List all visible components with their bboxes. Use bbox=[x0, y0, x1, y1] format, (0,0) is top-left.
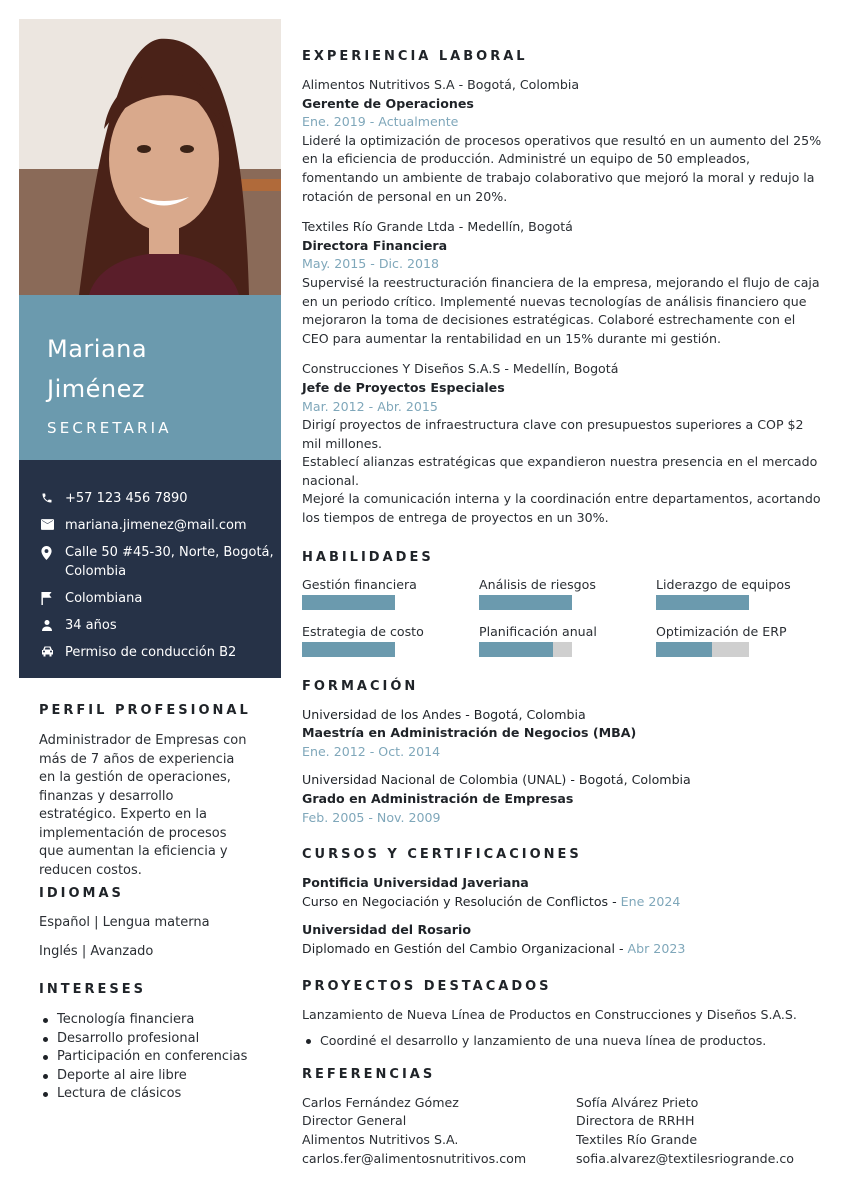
contact-text: mariana.jimenez@mail.com bbox=[65, 518, 247, 533]
job-company: Alimentos Nutritivos S.A - Bogotá, Colombia bbox=[302, 77, 580, 92]
ref-role: Directora de RRHH bbox=[576, 1113, 695, 1129]
skill-bar-fill bbox=[302, 595, 395, 610]
skills-grid bbox=[302, 577, 822, 657]
list-item: Coordiné el desarrollo y lanzamiento de una nueva línea de productos. bbox=[302, 1032, 822, 1051]
section-title: HABILIDADES bbox=[302, 549, 434, 565]
language-item: Inglés | Avanzado bbox=[39, 944, 154, 959]
profile-photo bbox=[19, 19, 281, 295]
education-entry bbox=[302, 771, 822, 827]
skill-bar bbox=[302, 642, 395, 657]
skill-name: Optimización de ERP bbox=[656, 623, 787, 639]
person-icon bbox=[41, 616, 65, 631]
ref-role: Director General bbox=[302, 1113, 407, 1129]
edu-school: Universidad Nacional de Colombia (UNAL) - Bogotá, Colombia bbox=[302, 772, 691, 788]
job-position: Directora Financiera bbox=[302, 237, 448, 253]
contact-address bbox=[41, 543, 281, 581]
job-date: Ene. 2019 - Actualmente bbox=[302, 114, 459, 130]
list-item: Lectura de clásicos bbox=[39, 1085, 259, 1104]
reference-item bbox=[302, 1094, 576, 1168]
job-position: Jefe de Proyectos Especiales bbox=[302, 379, 505, 395]
car-icon bbox=[41, 643, 65, 657]
skill-bar-fill bbox=[656, 642, 712, 657]
job-role: SECRETARIA bbox=[47, 419, 172, 437]
skill-bar bbox=[302, 595, 395, 610]
perfil-section bbox=[39, 703, 259, 880]
skill-item bbox=[479, 577, 656, 610]
ref-company: Alimentos Nutritivos S.A. bbox=[302, 1131, 459, 1147]
job-description: Dirigí proyectos de infraestructura clave con presupuestos superiores a COP $2 mil millones. bbox=[302, 417, 804, 451]
job-date: May. 2015 - Dic. 2018 bbox=[302, 256, 440, 272]
job-description: Establecí alianzas estratégicas que expandieron nuestra presencia en el mercado nacional. bbox=[302, 454, 818, 488]
mail-icon bbox=[41, 516, 65, 530]
contact-block bbox=[19, 460, 281, 678]
job-company: Textiles Río Grande Ltda - Medellín, Bogotá bbox=[302, 219, 573, 235]
skill-item bbox=[656, 624, 822, 657]
job-position: Gerente de Operaciones bbox=[302, 95, 474, 111]
project-name: Lanzamiento de Nueva Línea de Productos en Construcciones y Diseños S.A.S. bbox=[302, 1006, 797, 1022]
location-icon bbox=[41, 543, 65, 560]
edu-date: Feb. 2005 - Nov. 2009 bbox=[302, 809, 441, 825]
skill-item bbox=[479, 624, 656, 657]
list-item: Tecnología financiera bbox=[39, 1011, 259, 1030]
edu-school: Universidad de los Andes - Bogotá, Colombia bbox=[302, 706, 586, 722]
section-title: PROYECTOS DESTACADOS bbox=[302, 978, 552, 994]
section-title: INTERESES bbox=[39, 982, 146, 997]
first-name: Mariana bbox=[47, 335, 148, 363]
course-name: Diplomado en Gestión del Cambio Organizacional - bbox=[302, 941, 628, 956]
references-grid bbox=[302, 1094, 822, 1168]
ref-company: Textiles Río Grande bbox=[576, 1131, 698, 1147]
job-description: Lideré la optimización de procesos operativos que resultó en un aumento del 25% en la eficiencia de producción. Administré un equipo de 50 empleados, fomentando un ambiente de trabajo colaborativo que mejoró la moral y redujo la rotación de personal en un 20%. bbox=[302, 132, 822, 204]
course-institution: Pontificia Universidad Javeriana bbox=[302, 875, 529, 891]
project-entry bbox=[302, 1006, 822, 1051]
job-entry bbox=[302, 360, 822, 527]
skill-bar bbox=[656, 642, 749, 657]
education-entry bbox=[302, 706, 822, 762]
section-title: FORMACIÓN bbox=[302, 678, 419, 694]
skill-bar-fill bbox=[479, 595, 572, 610]
job-entry bbox=[302, 218, 822, 348]
job-description: Mejoré la comunicación interna y la coordinación entre departamentos, acortando los tiempos de entrega de proyectos en un 30%. bbox=[302, 491, 821, 526]
skill-item bbox=[302, 624, 479, 657]
skill-bar-fill bbox=[656, 595, 749, 610]
course-date: Abr 2023 bbox=[627, 941, 686, 956]
skill-item bbox=[302, 577, 479, 610]
job-company: Construcciones Y Diseños S.A.S - Medellín, Bogotá bbox=[302, 361, 619, 377]
ref-email: carlos.fer@alimentosnutritivos.com bbox=[302, 1150, 527, 1166]
skill-name: Gestión financiera bbox=[302, 576, 417, 592]
list-item: Deporte al aire libre bbox=[39, 1067, 259, 1086]
course-date: Ene 2024 bbox=[620, 893, 681, 909]
contact-text: 34 años bbox=[65, 618, 117, 633]
skill-bar-fill bbox=[479, 642, 553, 657]
contact-text: Calle 50 #45-30, Norte, Bogotá, Colombia bbox=[65, 545, 274, 579]
skill-name: Planificación anual bbox=[479, 623, 597, 639]
skill-name: Análisis de riesgos bbox=[479, 576, 596, 592]
flag-icon bbox=[41, 589, 65, 605]
contact-nationality bbox=[41, 589, 281, 608]
ref-name: Carlos Fernández Gómez bbox=[302, 1094, 459, 1110]
name-block bbox=[19, 295, 281, 460]
skill-bar bbox=[479, 642, 572, 657]
section-title: IDIOMAS bbox=[39, 886, 124, 901]
course-entry bbox=[302, 874, 822, 911]
skill-bar-fill bbox=[302, 642, 395, 657]
skill-name: Estrategia de costo bbox=[302, 623, 424, 639]
list-item: Participación en conferencias bbox=[39, 1048, 259, 1067]
job-entry bbox=[302, 76, 822, 206]
skill-item bbox=[656, 577, 822, 610]
edu-degree: Grado en Administración de Empresas bbox=[302, 791, 574, 807]
section-title: PERFIL PROFESIONAL bbox=[39, 703, 251, 718]
contact-text: Colombiana bbox=[65, 591, 143, 606]
language-item: Español | Lengua materna bbox=[39, 915, 210, 930]
idiomas-section bbox=[39, 886, 259, 959]
perfil-text: Administrador de Empresas con más de 7 años de experiencia en la gestión de operaciones, finanzas y desarrollo estratégico. Experto en la implementación de procesos que aumentan la eficiencia y reducen costos. bbox=[39, 733, 247, 878]
section-title: CURSOS Y CERTIFICACIONES bbox=[302, 847, 582, 863]
job-date: Mar. 2012 - Abr. 2015 bbox=[302, 398, 438, 414]
contact-phone bbox=[41, 489, 281, 508]
contact-email bbox=[41, 516, 281, 535]
edu-date: Ene. 2012 - Oct. 2014 bbox=[302, 743, 441, 759]
contact-text: +57 123 456 7890 bbox=[65, 491, 188, 506]
course-name: Curso en Negociación y Resolución de Conflictos - bbox=[302, 893, 621, 909]
ref-email: sofia.alvarez@textilesriogrande.co bbox=[576, 1150, 794, 1166]
contact-text: Permiso de conducción B2 bbox=[65, 645, 237, 660]
last-name: Jiménez bbox=[47, 375, 145, 403]
course-institution: Universidad del Rosario bbox=[302, 922, 471, 938]
course-entry bbox=[302, 921, 822, 958]
ref-name: Sofía Alvárez Prieto bbox=[576, 1094, 699, 1110]
contact-license bbox=[41, 643, 281, 662]
section-title: REFERENCIAS bbox=[302, 1066, 436, 1082]
edu-degree: Maestría en Administración de Negocios (MBA) bbox=[302, 725, 637, 741]
main-column bbox=[302, 49, 822, 1168]
project-bullets bbox=[302, 1032, 822, 1051]
skill-bar bbox=[656, 595, 749, 610]
phone-icon bbox=[41, 489, 65, 504]
interests-list bbox=[39, 1011, 259, 1104]
skill-name: Liderazgo de equipos bbox=[656, 576, 791, 592]
skill-bar bbox=[479, 595, 572, 610]
section-title: EXPERIENCIA LABORAL bbox=[302, 49, 528, 64]
list-item: Desarrollo profesional bbox=[39, 1030, 259, 1049]
contact-age bbox=[41, 616, 281, 635]
reference-item bbox=[576, 1094, 816, 1168]
job-description: Supervisé la reestructuración financiera de la empresa, mejorando el flujo de caja en un periodo crítico. Implementé nuevas tecnologías de análisis financiero que mejoraron la toma de decisiones estratégicas. Colaboré estrechamente con el CEO para aumentar la rentabilidad en un 15% durante mi gestión. bbox=[302, 274, 820, 346]
intereses-section bbox=[39, 982, 259, 1104]
